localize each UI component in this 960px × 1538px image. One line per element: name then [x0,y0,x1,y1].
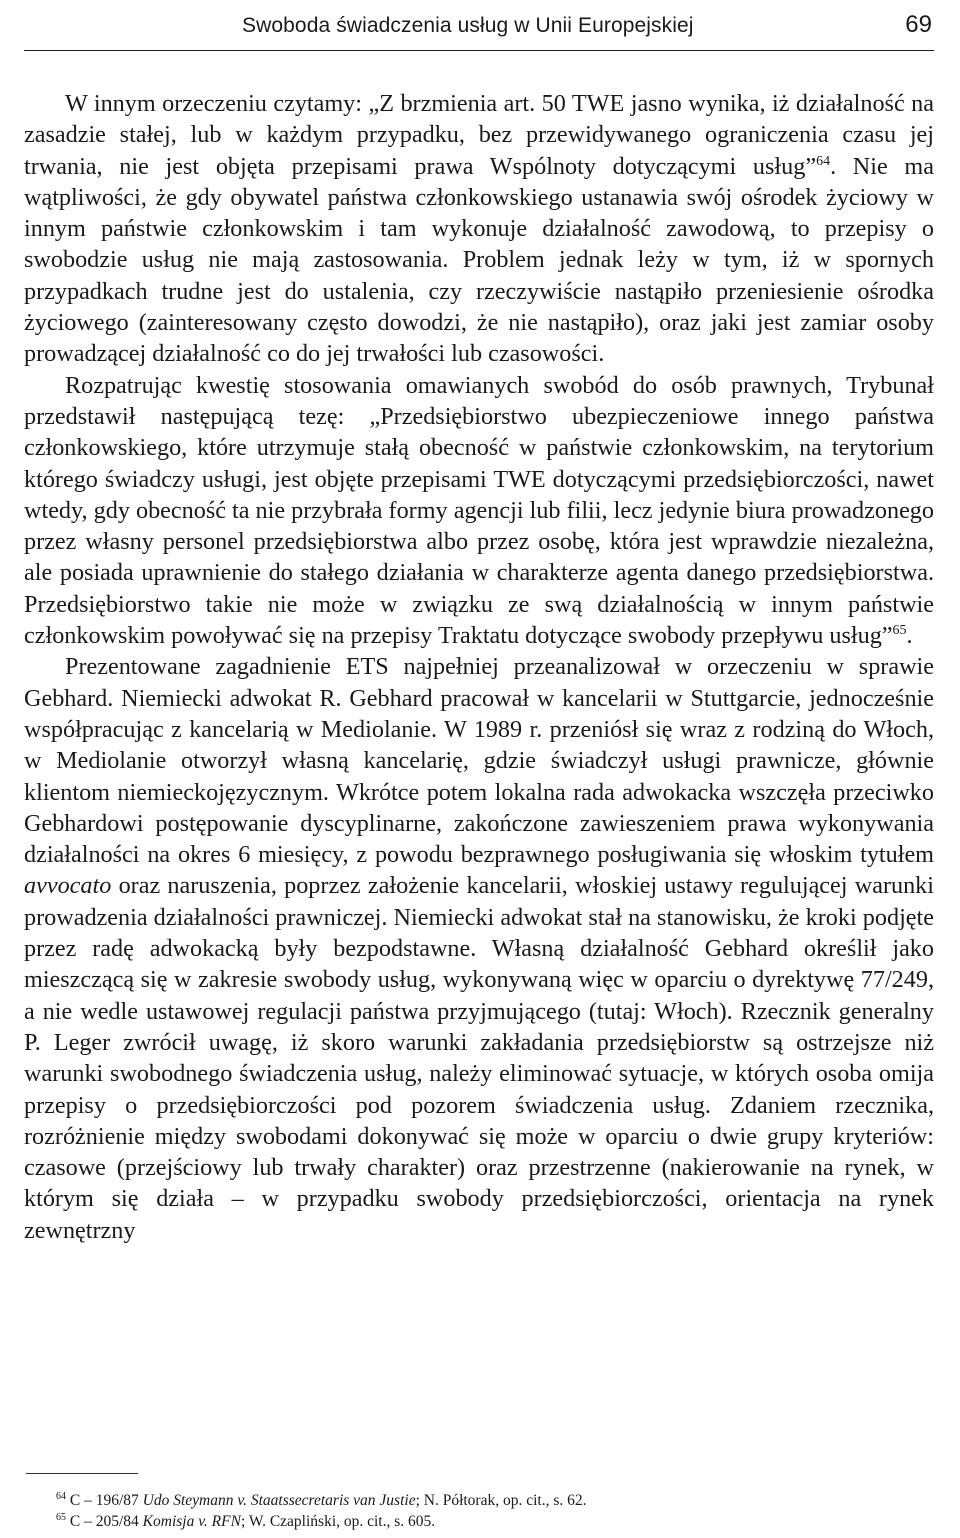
footnotes [56,1490,916,1532]
footnote-65 [56,1511,916,1532]
footnote-mark: 64 [56,1491,66,1502]
paragraph-3-text-b: oraz naruszenia, poprzez założenie kancelarii, włoskiej ustawy regulującej warunki prowadzenia działalności prawniczej. Niemiecki adwokat stał na stanowisku, że kroki podjęte przez radę adwokacką były bezpodstawne. Własną działalność Gebhard określił jako mieszczącą się w zakresie swobody usług, wykonywaną więc w oparciu o dyrektywę 77/249, a nie wedle ustawowej regulacji państwa przyjmującego (tutaj: Włoch). Rzecznik generalny P. Leger zwrócił uwagę, iż skoro warunki zakładania przedsiębiorstw są ostrzejsze niż warunki swobodnego świadczenia usług, należy eliminować sytuacje, w których osoba omija przepisy o przedsiębiorczości pod pozorem świadczenia usług. Zdaniem rzecznika, rozróżnienie między swobodami dokonywać się może w oparciu o dwie grupy kryteriów: czasowe (przejściowy lub trwały charakter) oraz przestrzenne (nakierowanie na rynek, w którym się działa – w przypadku swobody przedsiębiorczości, orientacja na rynek zewnętrzny [24,872,934,1244]
italic-term: avvocato [24,872,112,900]
footnote-prefix: C – 205/84 [69,1513,139,1530]
body-text [24,88,934,1246]
paragraph-2-text-a: Rozpatrując kwestię stosowania omawianych swobód do osób prawnych, Trybunał przedstawił następującą tezę: „Przedsiębiorstwo ubezpieczeniowe innego państwa członkowskiego, które utrzymuje stałą obecność w państwie członkowskim, na terytorium którego świadczy usługi, jest objęte przepisami TWE dotyczącymi przedsiębiorczości, nawet wtedy, gdy obecność ta nie przybrała formy agencji lub filii, lecz jedynie biura prowadzonego przez własny personel przedsiębiorstwa albo przez osobę, która jest wprawdzie niezależna, ale posiada uprawnienie do stałego działania w charakterze agenta danego przedsiębiorstwa. Przedsiębiorstwo takie nie może w związku ze swą działalnością w innym państwie członkowskim powoływać się na przepisy Traktatu dotyczące swobody przepływu usług” [24,371,934,650]
paragraph-2-text-b: . [906,622,913,650]
paragraph-2 [24,370,934,652]
footnote-source: ; N. Półtorak, op. cit., s. 62. [415,1492,587,1509]
paragraph-3 [24,651,934,1246]
footnote-ref-64: 64 [816,153,831,169]
footnote-case-name: Udo Steymann v. Staatssecretaris van Justie [142,1492,416,1509]
footnote-64 [56,1490,916,1511]
footnote-source: ; W. Czapliński, op. cit., s. 605. [240,1513,436,1530]
paragraph-1 [24,88,934,370]
running-title: Swoboda świadczenia usług w Unii Europejskiej [242,14,694,37]
header-rule [24,50,934,51]
page-number: 69 [905,11,932,38]
footnote-rule [26,1473,138,1474]
footnote-prefix: C – 196/87 [69,1492,139,1509]
paragraph-1-text-b: . Nie ma wątpliwości, że gdy obywatel państwa członkowskiego ustanawia swój ośrodek życiowy w innym państwie członkowskim i tam wykonuje działalność zawodową, to przepisy o swobodzie usług nie mają zastosowania. Problem jednak leży w tym, iż w spornych przypadkach trudne jest do ustalenia, czy rzeczywiście nastąpiło przeniesienie ośrodka życiowego (zainteresowany często dowodzi, że nie nastąpiło), oraz jaki jest zamiar osoby prowadzącej działalność co do jej trwałości lub czasowości. [24,152,934,368]
paragraph-3-text-a: Prezentowane zagadnienie ETS najpełniej przeanalizował w orzeczeniu w sprawie Gebhard. Niemiecki adwokat R. Gebhard pracował w kancelarii w Stuttgarcie, jednocześnie współpracując z kancelarią w Mediolanie. W 1989 r. przeniósł się wraz z rodziną do Włoch, w Mediolanie otworzył własną kancelarię, gdzie świadczył usługi prawnicze, głównie klientom niemieckojęzycznym. Wkrótce potem lokalna rada adwokacka wszczęła przeciwko Gebhardowi postępowanie dyscyplinarne, zakończone zawieszeniem prawa wykonywania działalności na okres 6 miesięcy, z powodu bezprawnego posługiwania się włoskim tytułem [24,653,934,869]
footnote-mark: 65 [56,1512,66,1523]
book-page [24,0,934,1538]
footnote-case-name: Komisja v. RFN [142,1513,241,1530]
paragraph-1-text-a: W innym orzeczeniu czytamy: „Z brzmienia art. 50 TWE jasno wynika, iż działalność na zasadzie stałej, lub w każdym przypadku, bez przewidywanego ograniczenia czasu jej trwania, nie jest objęta przepisami prawa Wspólnoty dotyczącymi usług” [24,90,934,180]
running-header [24,10,934,40]
footnote-ref-65: 65 [892,623,907,639]
